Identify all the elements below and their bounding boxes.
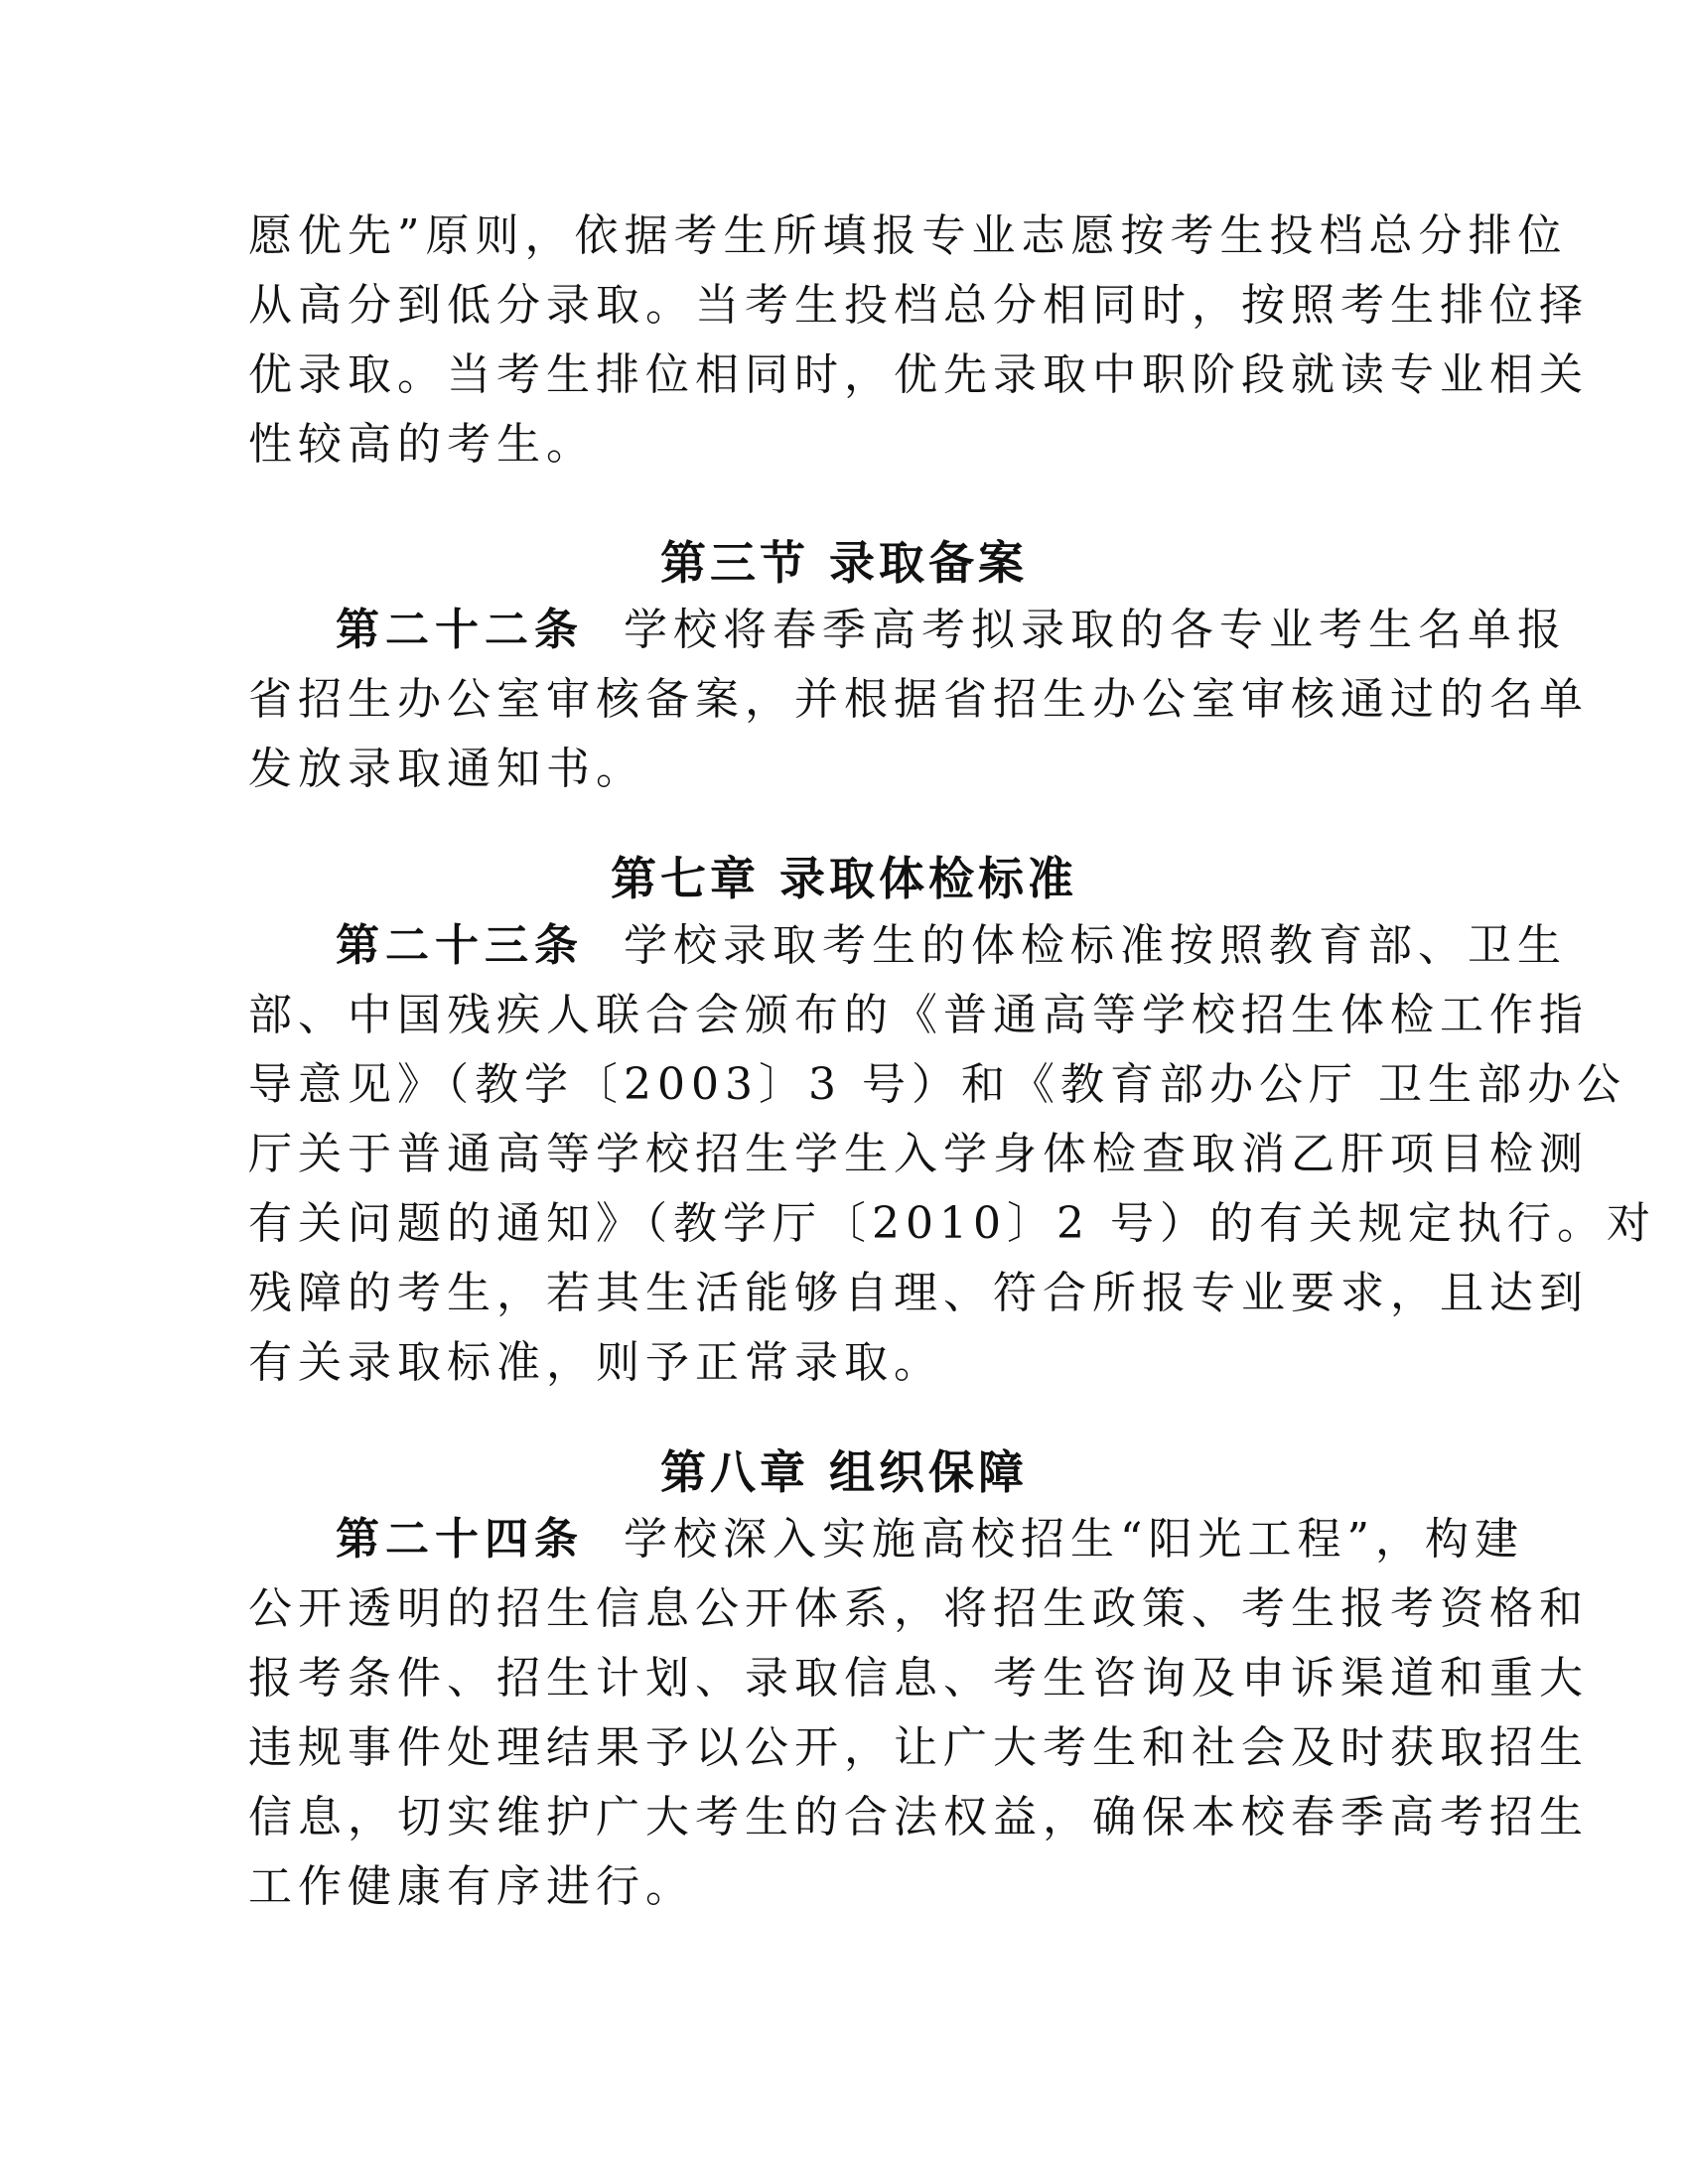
chapter-heading: 第八章 组织保障 bbox=[659, 1445, 1028, 1499]
article-text: 学校录取考生的体检标准按照教育部、卫生 bbox=[623, 920, 1567, 971]
article-line: 有关问题的通知》（教学厅〔2010〕2 号）的有关规定执行。对 bbox=[248, 1198, 1656, 1249]
article-line: 违规事件处理结果予以公开，让广大考生和社会及时获取招生 bbox=[248, 1722, 1589, 1773]
article-line: 发放录取通知书。 bbox=[248, 744, 645, 794]
article-line: 工作健康有序进行。 bbox=[248, 1861, 695, 1912]
article-line: 残障的考生，若其生活能够自理、符合所报专业要求，且达到 bbox=[248, 1268, 1589, 1318]
article-first-line bbox=[336, 596, 1567, 665]
chapter-heading: 第七章 录取体检标准 bbox=[610, 852, 1077, 905]
article-line: 省招生办公室审核备案，并根据省招生办公室审核通过的名单 bbox=[248, 674, 1589, 725]
article-line: 公开透明的招生信息公开体系，将招生政策、考生报考资格和 bbox=[248, 1583, 1589, 1634]
article-first-line bbox=[336, 911, 1567, 981]
article-label: 第二十二条 bbox=[336, 605, 584, 655]
article-text: 学校将春季高考拟录取的各专业考生名单报 bbox=[623, 605, 1567, 655]
article-text: 学校深入实施高校招生“阳光工程”，构建 bbox=[623, 1514, 1524, 1565]
article-line: 部、中国残疾人联合会颁布的《普通高等学校招生体检工作指 bbox=[248, 990, 1589, 1040]
section-heading: 第三节 录取备案 bbox=[659, 536, 1028, 590]
article-label: 第二十四条 bbox=[336, 1514, 584, 1565]
paragraph-line: 优录取。当考生排位相同时，优先录取中职阶段就读专业相关 bbox=[248, 349, 1589, 400]
article-line: 信息，切实维护广大考生的合法权益，确保本校春季高考招生 bbox=[248, 1792, 1589, 1843]
article-line: 有关录取标准，则予正常录取。 bbox=[248, 1337, 943, 1388]
article-label: 第二十三条 bbox=[336, 920, 584, 971]
paragraph-line: 愿优先”原则，依据考生所填报专业志愿按考生投档总分排位 bbox=[248, 210, 1568, 261]
article-line: 报考条件、招生计划、录取信息、考生咨询及申诉渠道和重大 bbox=[248, 1653, 1589, 1704]
article-line: 厅关于普通高等学校招生学生入学身体检查取消乙肝项目检测 bbox=[248, 1129, 1589, 1179]
paragraph-line: 性较高的考生。 bbox=[248, 419, 596, 470]
article-line: 导意见》（教学〔2003〕3 号）和《教育部办公厅 卫生部办公 bbox=[248, 1059, 1626, 1110]
article-first-line bbox=[336, 1505, 1524, 1574]
paragraph-line: 从高分到低分录取。当考生投档总分相同时，按照考生排位择 bbox=[248, 280, 1589, 331]
